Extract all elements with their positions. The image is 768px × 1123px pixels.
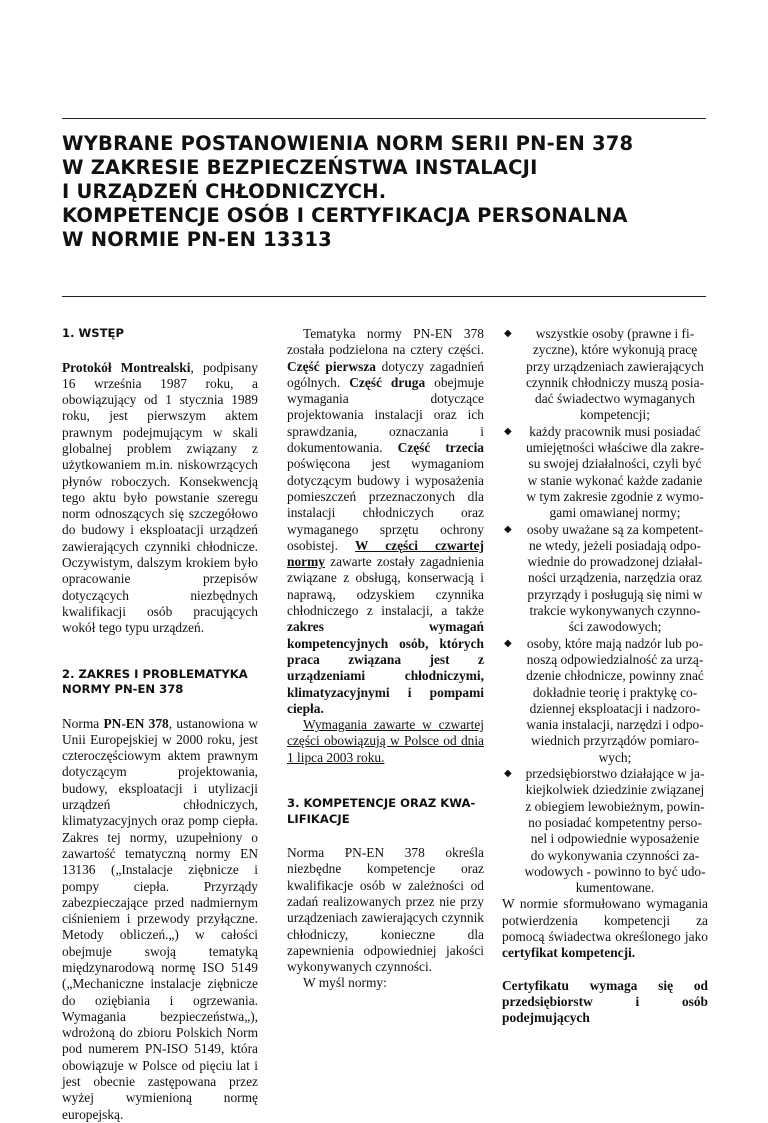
diamond-bullet-icon: ◆: [504, 523, 512, 535]
list-item: ◆ osoby, które mają nadzór lub po- noszą odpowiedzialność za urzą- dzenie chłodnicze, powinny znać dokładnie teorię i praktykę co- dziennej eksploatacji i nadzoro- wania instalacji, narzędzi i odpo- wiednich przyrządów pomiaro- wych;: [504, 635, 704, 765]
competence-paragraph: Norma PN-EN 378 określa niezbędne kompetencje oraz kwalifikacje osób w zależności od zadań realizowanych przez nie przy urządzeniach zawierających czynnik chłodniczy, konieczne dla zapewnienia odpowiedniej jakości wykonywanych czynności.: [287, 845, 484, 975]
title-line-5: W NORMIE PN-EN 13313: [62, 228, 332, 251]
diamond-bullet-icon: ◆: [504, 768, 512, 780]
list-item: ◆ każdy pracownik musi posiadać umiejętności właściwe dla zakre- su swojej działalności, czyli być w stanie wykonać każde zadanie w tym zakresie zgodnie z wymo- gami omawianej normy;: [504, 423, 705, 521]
diamond-bullet-icon: ◆: [504, 425, 512, 437]
title-line-2: W ZAKRESIE BEZPIECZEŃSTWA INSTALACJI: [62, 156, 538, 179]
section-heading-competence: 3. KOMPETENCJE ORAZ KWA- LIFIKACJE: [287, 796, 476, 826]
title-line-4: KOMPETENCJE OSÓB I CERTYFIKACJA PERSONALNA: [62, 204, 628, 227]
article-title: [62, 132, 712, 252]
list-item: ◆ wszystkie osoby (prawne i fi- zyczne), które wykonują pracę przy urządzeniach zawierających czynnik chłodniczy muszą posia- dać świadectwo wymaganych kompetencji;: [504, 326, 705, 423]
top-rule: [62, 118, 706, 119]
section-heading-scope: 2. ZAKRES I PROBLEMATYKA NORMY PN-EN 378: [62, 666, 248, 697]
diamond-bullet-icon: ◆: [504, 328, 512, 339]
certificate-paragraph: W normie sformułowano wymagania potwierdzenia kompetencji za pomocą świadectwa określonego jako certyfikat kompetencji.: [502, 896, 708, 961]
column-2: [287, 326, 484, 992]
validity-paragraph: Wymagania zawarte w czwartej części obowiązują w Polsce od dnia 1 lipca 2003 roku.: [287, 717, 484, 765]
title-line-1: WYBRANE POSTANOWIENIA NORM SERII PN-EN 378: [62, 132, 634, 155]
list-item: ◆ przedsiębiorstwo działające w ja- kiejkolwiek dziedzinie związanej z obiegiem lewobieżnym, powin- no posiadać kompetentny perso- nel i odpowiednie wyposażenie do wykonywania czynności za- wodowych - powinno to być udo- kumentowane.: [504, 766, 706, 896]
diamond-bullet-icon: ◆: [504, 637, 512, 649]
column-1: [62, 326, 258, 1123]
scope-paragraph: Norma PN-EN 378, ustanowiona w Unii Europejskiej w 2000 roku, jest czteroczęściowym aktem prawnym dotyczącym projektowania, budowy, eksploatacji i utylizacji urządzeń chłodniczych, klimatyzacyjnych oraz pomp ciepła. Zakres tej normy, uzupełniony o zawartość tematyczną normy EN 13136 („Instalacje ziębnicze i pompy ciepła. Przyrządy zabezpieczające przed nadmiernym ciśnieniem i przewody przyłączne. Metody obliczeń.„) w całości obejmuje swoją tematyką międzynarodową normę ISO 5149 („Mechaniczne instalacje ziębnicze do oziębiania i ogrzewania. Wymagania bezpieczeństwa„), wdrożoną do zbioru Polskich Norm pod numerem PN-ISO 5149, która obowiązuje w Polsce od pięciu lat i jest obecnie zastępowana przez wyżej wymienioną normę europejską.: [62, 715, 258, 1122]
bottom-rule: [62, 296, 706, 297]
requirements-list: [502, 326, 708, 896]
intro-paragraph: Protokół Montrealski, podpisany 16 września 1987 roku, a obowiązujący od 1 stycznia 1989 roku, jest pierwszym aktem prawnym podejmującym w skali globalnej problem związany z użytkowaniem m.in. niskowrzących płynów roboczych. Konsekwencją tego aktu było powstanie szeregu norm odnoszących się szczegółowo do budowy i eksploatacji urządzeń zawierających czynniki chłodnicze. Oczywistym, dalszym krokiem było opracowanie przepisów dotyczących niezbędnych kwalifikacji osób pracujących wokół tego typu urządzeń.: [62, 359, 258, 636]
per-standard-line: W myśl normy:: [303, 975, 387, 991]
title-line-3: I URZĄDZEŃ CHŁODNICZYCH.: [62, 180, 387, 203]
column-3: [502, 326, 708, 1026]
parts-paragraph: Tematyka normy PN-EN 378 została podzielona na cztery części. Część pierwsza dotyczy zagadnień ogólnych. Część druga obejmuje wymagania dotyczące projektowania instalacji oraz ich sprawdzania, oznaczania i dokumentowania. Część trzecia poświęcona jest wymaganiom dotyczącym budowy i wyposażenia pomieszczeń przeznaczonych dla instalacji chłodniczych oraz wymaganego sprzętu ochrony osobistej. W części czwartej normy zawarte zostały zagadnienia związane z obsługą, konserwacją i naprawą, odzyskiem czynnika chłodniczego z instalacji, a także zakres wymagań kompetencyjnych osób, których praca związana jest z urządzeniami chłodniczymi, klimatyzacyjnymi i pompami ciepła.: [287, 326, 485, 716]
list-item: ◆ osoby uważane są za kompetent- ne wtedy, jeżeli posiadają odpo- wiednie do prowadzonej działal- ności urządzenia, narzędzia oraz przyrządy i posługują się nimi w trakcie wykonywanych czynno- ści zawodowych;: [504, 521, 704, 635]
montreal-protocol-term: Protokół Montrealski: [62, 359, 191, 375]
section-heading-intro: 1. WSTĘP: [62, 326, 124, 340]
certificate-requirement-paragraph: Certyfikatu wymaga się od przedsiębiorstw i osób podejmujących: [502, 977, 708, 1026]
